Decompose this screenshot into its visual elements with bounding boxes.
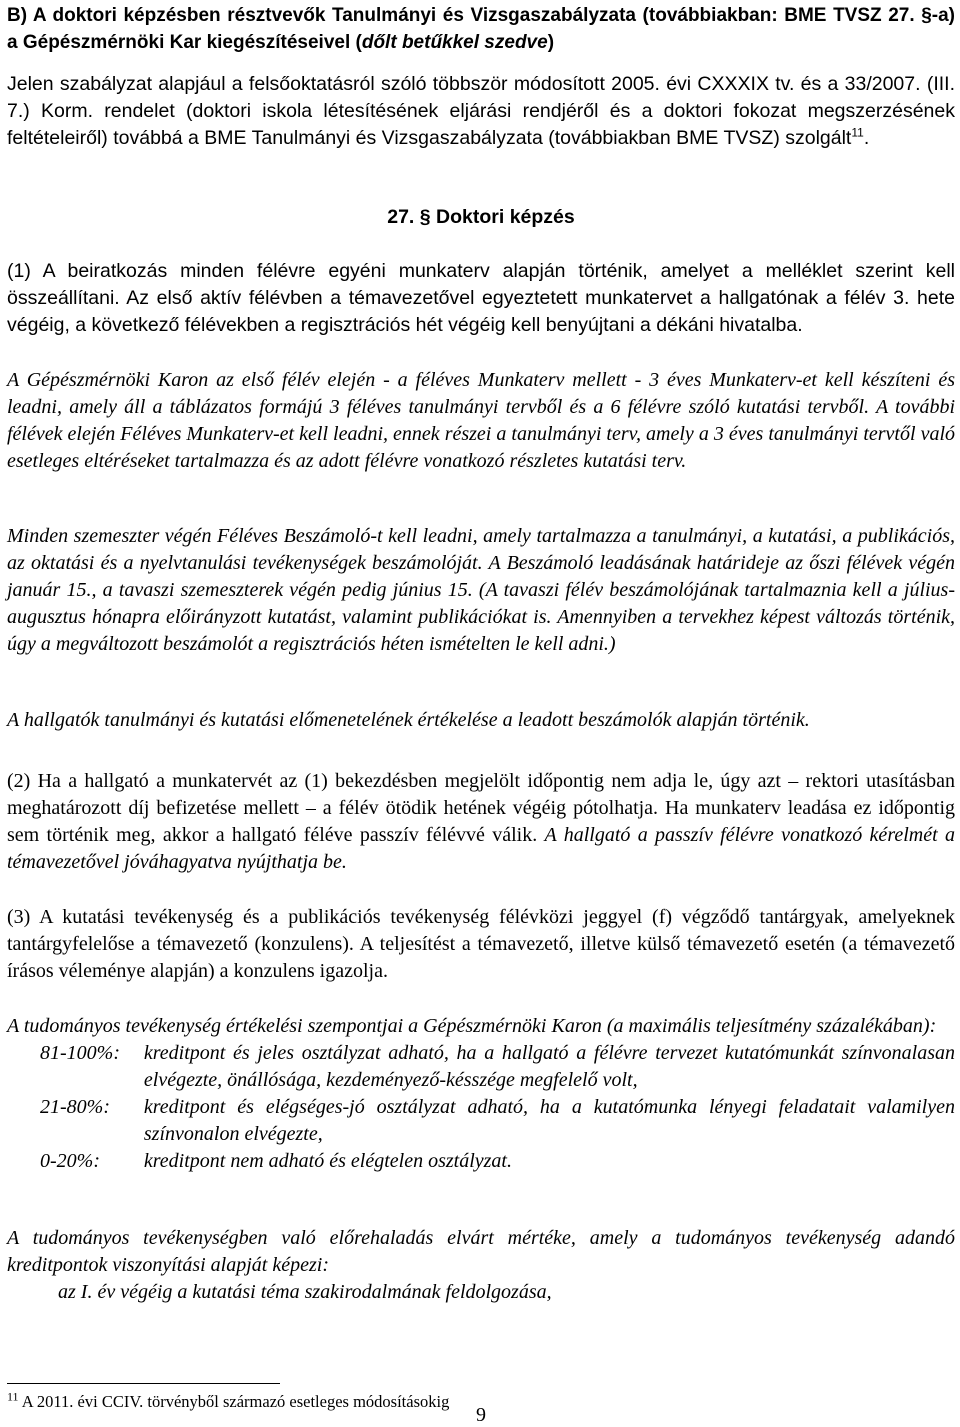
paragraph-2 <box>7 367 955 475</box>
scale-description: kreditpont és jeles osztályzat adható, ha a hallgató a félévre tervezet kutatómunkát színvonalasan elvégezte, önállósága, kezdeményező-késszége megfelelő volt, <box>143 1042 955 1091</box>
progress-block <box>7 1225 955 1306</box>
footnote-reference: 11 <box>851 125 864 140</box>
paragraph-1-text-cont: Az első aktív félévben a témavezetővel egyeztetett munkatervet a hallgatónak a félév 3. hete végéig, a következő félévekben a regisztrációs hét végéig kell benyújtani a dékáni hivatalba. <box>7 287 955 336</box>
footnote-text: A 2011. évi CCIV. törvényből származó esetleges módosításokig <box>18 1392 450 1411</box>
evaluation-block <box>7 1013 955 1175</box>
scale-description: kreditpont nem adható és elégtelen osztályzat. <box>143 1150 512 1172</box>
paragraph-4-text: A hallgatók tanulmányi és kutatási előmenetelének értékelése a leadott beszámolók alapján történik. <box>7 709 810 731</box>
title-close: ) <box>547 32 555 53</box>
progress-intro: A tudományos tevékenységben való előrehaladás elvárt mértéke, amely a tudományos tevékenység adandó kreditpontok viszonyítási alapját képezi: <box>7 1227 955 1276</box>
paragraph-3 <box>7 523 955 658</box>
paragraph-1-text: (1) A beiratkozás minden félévre egyéni munkaterv alapján történik, amelyet a melléklet szerint kell összeállítani. <box>7 260 955 309</box>
paragraph-5 <box>7 768 955 876</box>
intro-end: . <box>863 127 870 149</box>
title-text: B) A doktori képzésben résztvevők Tanulmányi és Vizsgaszabályzata (továbbiakban: BME TVSZ 27. §-a) a Gépészmérnöki Kar kiegészítéseivel ( <box>7 5 955 53</box>
scale-description: kreditpont és elégséges-jó osztályzat adható, ha a kutatómunka lényegi feladatait valamilyen színvonalon elvégezte, <box>143 1096 955 1145</box>
paragraph-6-text: (3) A kutatási tevékenység és a publikációs tevékenység félévközi jeggyel (f) végződő tantárgyak, amelyeknek tantárgyfelelőse a témavezető (konzulens). A teljesítést a témavezető, illetve külső témavezető esetén (a témavezető írásos véleménye alapján) a konzulens igazolja. <box>7 906 955 982</box>
paragraph-4 <box>7 707 955 734</box>
scale-range: 0-20%: <box>40 1150 100 1172</box>
section-number: 27. § <box>387 206 431 228</box>
paragraph-1 <box>7 258 955 339</box>
section-title: Doktori képzés <box>436 206 575 228</box>
footnote-number: 11 <box>7 1389 19 1404</box>
scale-range: 21-80%: <box>40 1096 110 1118</box>
scale-item <box>7 1040 955 1094</box>
paragraph-6 <box>7 904 955 985</box>
progress-item: az I. év végéig a kutatási téma szakirodalmának feldolgozása, <box>58 1281 552 1303</box>
title-italic-note: dőlt betűkkel szedve <box>361 32 548 53</box>
paragraph-2-text: A Gépészmérnöki Karon az első félév elején - a féléves Munkaterv mellett - 3 éves Munkaterv-et kell készíteni és leadni, amely áll a táblázatos formájú 3 féléves tanulmányi tervből és a 6 félévre szóló kutatási tervből. A további félévek elején Féléves Munkaterv-et kell leadni, ennek részei a tanulmányi terv, amely a 3 éves tanulmányi tervtől való esetleges eltéréseket tartalmazza és az adott félévre vonatkozó részletes kutatási terv. <box>7 369 955 472</box>
scale-range: 81-100%: <box>40 1042 120 1064</box>
paragraph-5-italic: A hallgató a passzív félévre vonatkozó kérelmét a témavezetővel jóváhagyatva nyújthatja be. <box>7 824 955 873</box>
paragraph-3-text: Minden szemeszter végén Féléves Beszámoló-t kell leadni, amely tartalmazza a tanulmányi, a kutatási, a publikációs, az oktatási és a nyelvtanulási tevékenységek beszámolóját. A Beszámoló leadásának határideje az őszi félévek végén január 15., a tavaszi szemeszterek végén pedig június 15. (A tavaszi félév beszámolójának tartalmaznia kell a július-augusztus hónapra előirányzott kutatást, valamint publikációkat is. Amennyiben a tervekhez képest változás történik, úgy a megváltozott beszámolót a regisztrációs héten ismételten le kell adni.) <box>7 525 955 655</box>
document-title <box>7 2 955 56</box>
intro-text: Jelen szabályzat alapjául a felsőoktatásról szóló többször módosított 2005. évi CXXXIX tv. és a 33/2007. (III. 7.) Korm. rendelet (doktori iskola létesítésének eljárási rendjéről és a doktori fokozat megszerzésének feltételeiről) továbbá a BME Tanulmányi és Vizsgaszabályzata (továbbiakban BME TVSZ) szolgált <box>7 73 955 149</box>
scale-item <box>7 1094 955 1148</box>
evaluation-intro: A tudományos tevékenység értékelési szempontjai a Gépészmérnöki Karon (a maximális teljesítmény százalékában): <box>7 1015 937 1037</box>
page-number: 9 <box>476 1404 486 1426</box>
intro-paragraph <box>7 71 955 152</box>
footnote-divider <box>7 1383 280 1384</box>
scale-item <box>7 1148 955 1175</box>
paragraph-5-text: (2) Ha a hallgató a munkatervét az (1) bekezdésben megjelölt időpontig nem adja le, úgy azt – rektori utasításban meghatározott díj befizetése mellett – a félév ötödik hetének végéig pótolhatja. Ha munkaterv leadása ez időpontig sem történik meg, akkor a hallgató féléve passzív félévvé válik. <box>7 770 955 846</box>
section-heading <box>7 204 955 231</box>
